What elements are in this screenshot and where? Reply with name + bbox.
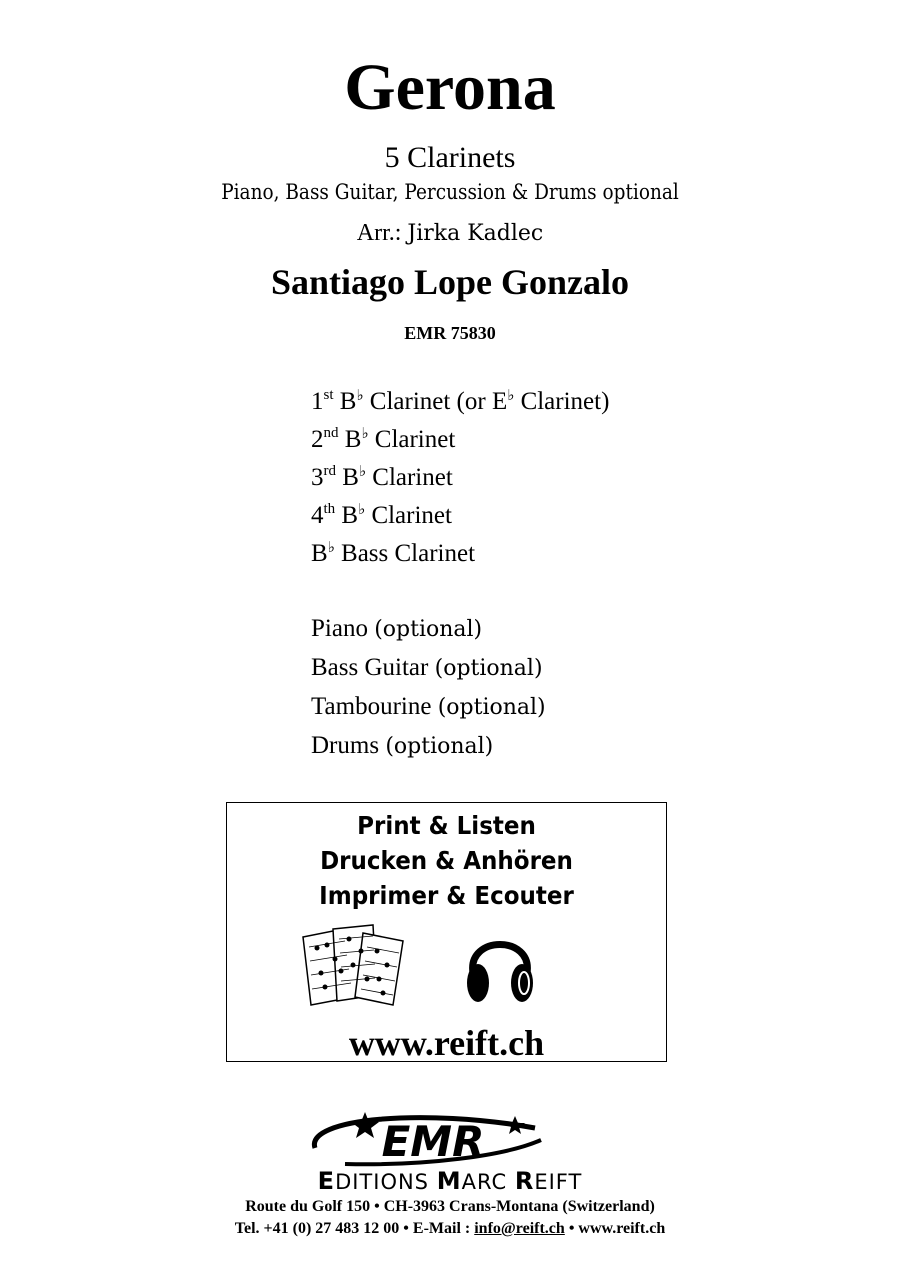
part-row (311, 383, 609, 421)
optional-part-row (311, 688, 546, 727)
publisher-contact (0, 1218, 900, 1240)
optional-part-note: (optional) (437, 695, 546, 720)
part-row (311, 421, 609, 459)
optional-part-label: Bass Guitar (311, 654, 429, 681)
part-name-tail: Clarinet) (520, 388, 610, 415)
part-note: B (341, 502, 359, 529)
publisher-address: Route du Golf 150 • CH-3963 Crans-Montana (Switzerland) (245, 1198, 655, 1215)
sheet-music-icon (299, 923, 409, 1007)
part-note: B (344, 426, 362, 453)
web-link[interactable]: • www.reift.ch (568, 1220, 666, 1237)
part-note: B (339, 388, 357, 415)
part-ordinal: st (323, 387, 334, 403)
composer-name: Santiago Lope Gonzalo (270, 262, 630, 302)
optional-part-note: (optional) (385, 734, 494, 759)
optional-part-row (311, 610, 546, 649)
part-ordinal: rd (323, 463, 336, 479)
promo-line-english: Print & Listen (357, 811, 536, 840)
flat-symbol: ♭ (327, 538, 335, 556)
flat-symbol: ♭ (507, 386, 515, 404)
arranger-prefix: Arr.: (356, 220, 402, 246)
part-note: B (311, 540, 328, 567)
optional-part-note: (optional) (374, 617, 483, 642)
print-listen-box (226, 802, 667, 1062)
flat-symbol: ♭ (358, 462, 367, 480)
part-row (311, 497, 609, 535)
ensemble-subtitle: 5 Clarinets (384, 141, 516, 174)
part-name: Clarinet (374, 426, 456, 453)
publisher-initial: E (317, 1167, 336, 1195)
part-name: Bass Clarinet (341, 540, 476, 567)
optional-part-row (311, 727, 546, 766)
publisher-word: ARC (461, 1170, 515, 1194)
publisher-name (0, 1168, 900, 1195)
part-number: 4 (311, 502, 324, 529)
optional-parts-list (311, 610, 546, 766)
part-number: 2 (311, 426, 324, 453)
part-name: Clarinet (372, 464, 453, 491)
parts-list (311, 383, 609, 573)
part-number: 1 (311, 388, 324, 415)
optional-part-row (311, 649, 546, 688)
emr-logo (305, 1108, 550, 1168)
part-ordinal: th (323, 501, 336, 517)
optional-part-label: Piano (311, 615, 368, 642)
website-url[interactable]: www.reift.ch (348, 1023, 545, 1063)
publisher-initial: R (514, 1167, 535, 1195)
email-link[interactable]: info@reift.ch (474, 1220, 565, 1237)
part-note: B (342, 464, 359, 491)
flat-symbol: ♭ (361, 424, 369, 442)
publisher-word: DITIONS (335, 1170, 437, 1194)
part-name: Clarinet (or E (369, 388, 508, 415)
phone-label: Tel. +41 (0) 27 483 12 00 • E-Mail : (234, 1220, 471, 1237)
arranger-line (0, 218, 900, 249)
flat-symbol: ♭ (358, 500, 366, 518)
catalog-number: EMR 75830 (404, 323, 496, 343)
part-number: 3 (311, 464, 324, 491)
publisher-initial: M (436, 1167, 462, 1195)
optional-instruments-line: Piano, Bass Guitar, Percussion & Drums optional (221, 180, 679, 204)
optional-part-label: Tambourine (311, 693, 432, 720)
part-row (311, 535, 609, 573)
arranger-name: Jirka Kadlec (407, 221, 544, 246)
page-title: Gerona (344, 51, 556, 124)
publisher-word: EIFT (534, 1170, 583, 1194)
part-row (311, 459, 609, 497)
optional-part-note: (optional) (434, 656, 543, 681)
headphones-icon (465, 923, 535, 1005)
part-ordinal: nd (323, 425, 339, 441)
promo-line-french: Imprimer & Ecouter (319, 881, 574, 910)
part-name: Clarinet (371, 502, 452, 529)
emr-logo-text: EMR (381, 1117, 485, 1166)
promo-line-german: Drucken & Anhören (320, 846, 573, 875)
optional-part-label: Drums (311, 732, 380, 759)
flat-symbol: ♭ (356, 386, 364, 404)
